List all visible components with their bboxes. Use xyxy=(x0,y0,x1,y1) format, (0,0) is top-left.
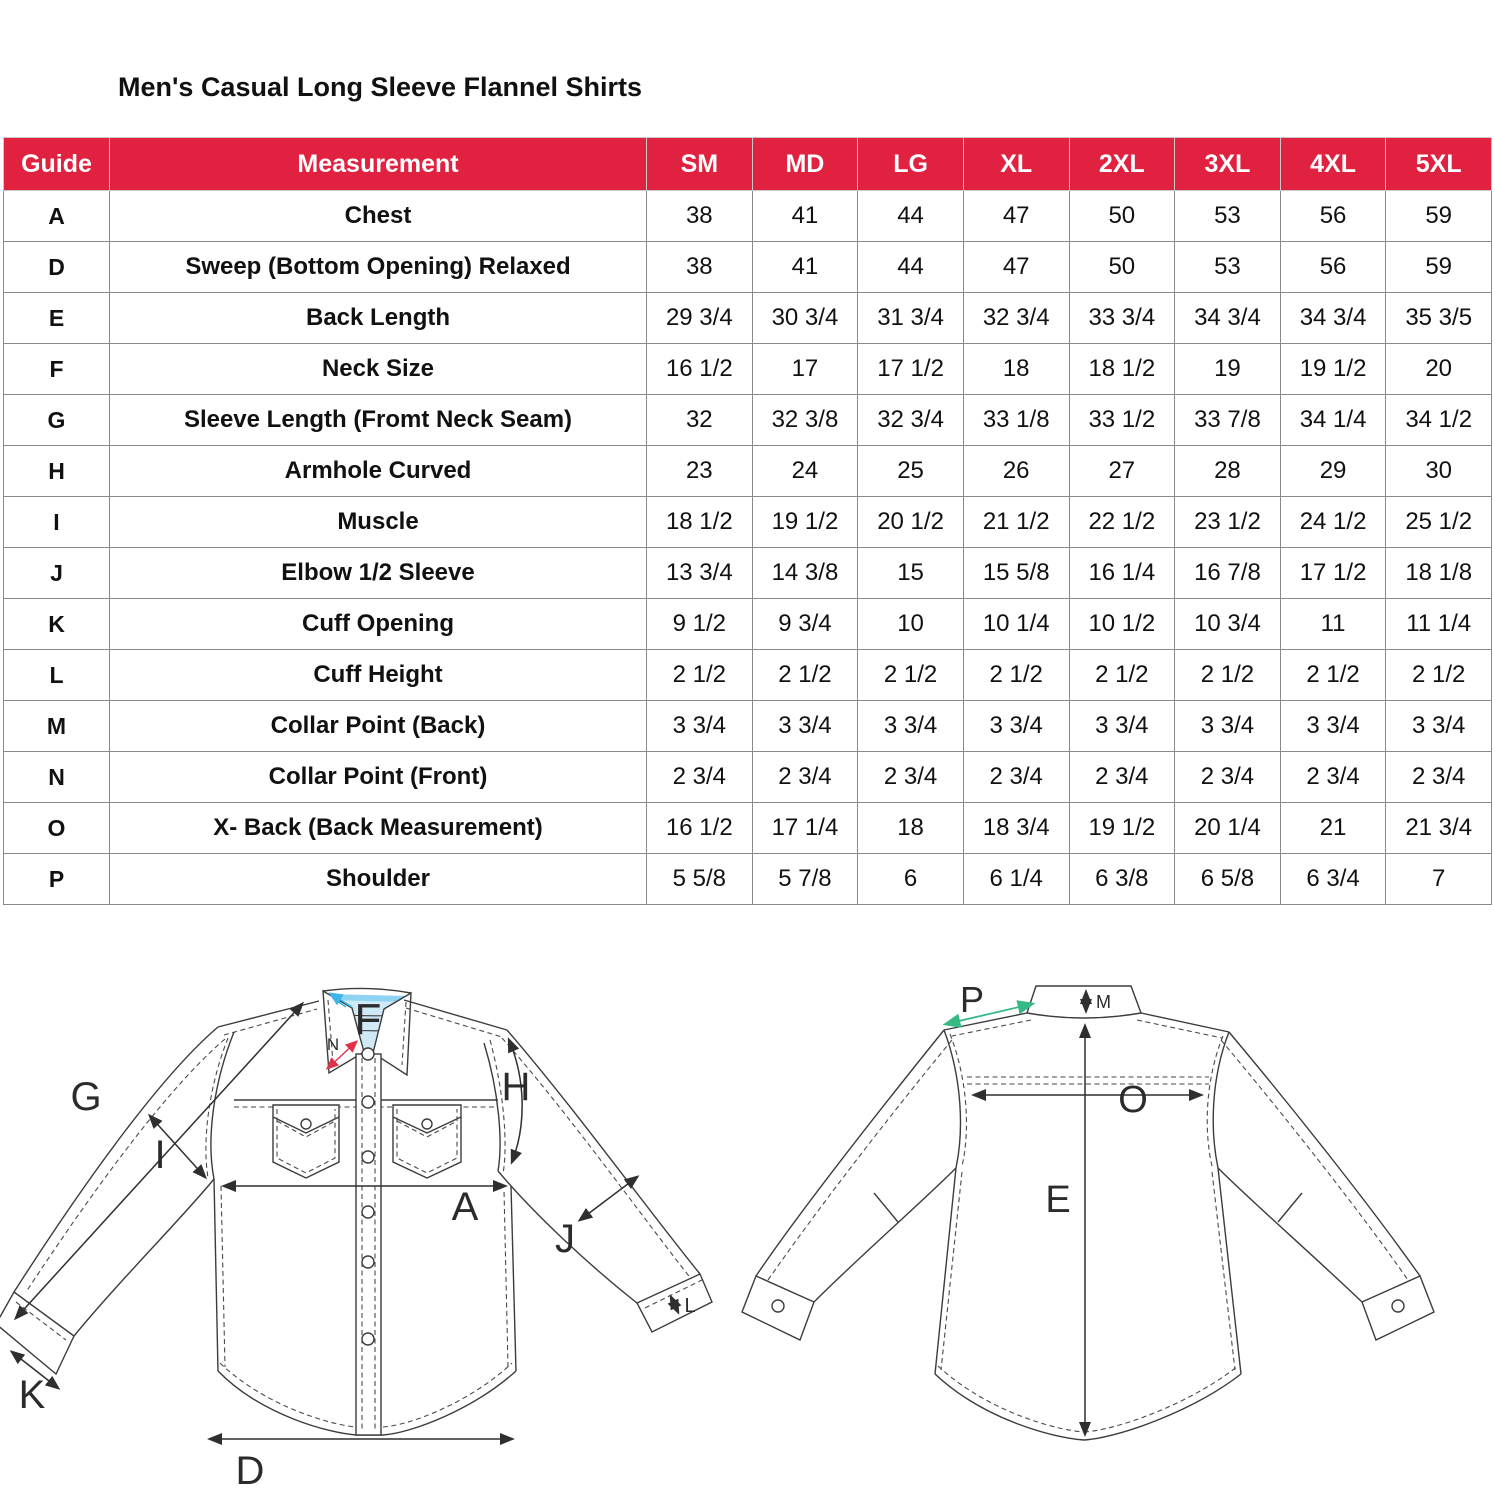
table-row xyxy=(4,191,1492,242)
size-value: 56 xyxy=(1280,191,1386,242)
size-value: 29 xyxy=(1280,446,1386,497)
size-value: 47 xyxy=(963,191,1069,242)
guide-letter: J xyxy=(4,548,110,599)
size-value: 9 3/4 xyxy=(752,599,858,650)
front-shirt-line-art xyxy=(0,988,712,1435)
table-row xyxy=(4,650,1492,701)
size-value: 18 3/4 xyxy=(963,803,1069,854)
size-value: 25 xyxy=(858,446,964,497)
label-L: L xyxy=(684,1295,696,1317)
size-value: 10 3/4 xyxy=(1175,599,1281,650)
size-value: 2 3/4 xyxy=(1280,752,1386,803)
size-value: 19 1/2 xyxy=(1069,803,1175,854)
measurement-name: Sleeve Length (Fromt Neck Seam) xyxy=(110,395,647,446)
size-value: 13 3/4 xyxy=(647,548,753,599)
column-header-4xl: 4XL xyxy=(1280,138,1386,191)
size-value: 18 1/2 xyxy=(1069,344,1175,395)
size-value: 34 1/4 xyxy=(1280,395,1386,446)
size-value: 11 xyxy=(1280,599,1386,650)
size-value: 3 3/4 xyxy=(858,701,964,752)
size-value: 10 1/4 xyxy=(963,599,1069,650)
size-value: 23 xyxy=(647,446,753,497)
size-value: 34 3/4 xyxy=(1175,293,1281,344)
size-value: 3 3/4 xyxy=(1386,701,1492,752)
size-value: 34 3/4 xyxy=(1280,293,1386,344)
size-value: 3 3/4 xyxy=(1069,701,1175,752)
guide-letter: M xyxy=(4,701,110,752)
label-D: D xyxy=(235,1449,265,1493)
guide-letter: I xyxy=(4,497,110,548)
size-value: 30 3/4 xyxy=(752,293,858,344)
left-chest-pocket xyxy=(273,1105,339,1178)
size-value: 3 3/4 xyxy=(647,701,753,752)
table-row xyxy=(4,446,1492,497)
size-value: 30 xyxy=(1386,446,1492,497)
size-value: 23 1/2 xyxy=(1175,497,1281,548)
size-value: 20 xyxy=(1386,344,1492,395)
left-elbow-seam xyxy=(874,1193,898,1222)
size-value: 47 xyxy=(963,242,1069,293)
size-value: 31 3/4 xyxy=(858,293,964,344)
size-value: 14 3/8 xyxy=(752,548,858,599)
size-value: 50 xyxy=(1069,242,1175,293)
label-O: O xyxy=(1118,1079,1148,1121)
table-row xyxy=(4,599,1492,650)
table-row xyxy=(4,701,1492,752)
size-value: 21 1/2 xyxy=(963,497,1069,548)
size-value: 5 5/8 xyxy=(647,854,753,905)
size-value: 3 3/4 xyxy=(1175,701,1281,752)
size-value: 2 3/4 xyxy=(858,752,964,803)
column-header-xl: XL xyxy=(963,138,1069,191)
size-value: 2 3/4 xyxy=(1175,752,1281,803)
measurement-name: Collar Point (Front) xyxy=(110,752,647,803)
label-E: E xyxy=(1045,1179,1071,1221)
size-value: 24 xyxy=(752,446,858,497)
guide-letter: E xyxy=(4,293,110,344)
measurement-name: Back Length xyxy=(110,293,647,344)
size-value: 50 xyxy=(1069,191,1175,242)
label-G: G xyxy=(70,1075,102,1119)
size-value: 9 1/2 xyxy=(647,599,753,650)
size-value: 18 1/2 xyxy=(647,497,753,548)
size-value: 18 xyxy=(858,803,964,854)
measurement-name: Sweep (Bottom Opening) Relaxed xyxy=(110,242,647,293)
size-value: 41 xyxy=(752,242,858,293)
size-value: 59 xyxy=(1386,191,1492,242)
page-title: Men's Casual Long Sleeve Flannel Shirts xyxy=(118,72,643,102)
label-F: F xyxy=(354,995,382,1044)
front-left-cuff xyxy=(0,1292,74,1374)
guide-letter: H xyxy=(4,446,110,497)
label-H: H xyxy=(501,1065,531,1109)
size-value: 38 xyxy=(647,191,753,242)
label-M: M xyxy=(1096,992,1111,1012)
label-J: J xyxy=(555,1217,575,1261)
size-value: 17 1/4 xyxy=(752,803,858,854)
measurement-name: Muscle xyxy=(110,497,647,548)
size-value: 27 xyxy=(1069,446,1175,497)
right-elbow-seam xyxy=(1278,1193,1302,1222)
table-row xyxy=(4,752,1492,803)
size-value: 6 xyxy=(858,854,964,905)
size-value: 35 3/5 xyxy=(1386,293,1492,344)
table-row xyxy=(4,854,1492,905)
right-chest-pocket xyxy=(393,1105,461,1178)
size-value: 38 xyxy=(647,242,753,293)
back-measure-arrows xyxy=(946,992,1201,1434)
size-value: 20 1/2 xyxy=(858,497,964,548)
measurement-name: Cuff Height xyxy=(110,650,647,701)
size-value: 32 3/4 xyxy=(858,395,964,446)
size-value: 15 xyxy=(858,548,964,599)
label-P: P xyxy=(959,979,985,1020)
column-header-sm: SM xyxy=(647,138,753,191)
table-row xyxy=(4,344,1492,395)
size-value: 15 5/8 xyxy=(963,548,1069,599)
size-value: 53 xyxy=(1175,191,1281,242)
size-value: 24 1/2 xyxy=(1280,497,1386,548)
measurement-name: Neck Size xyxy=(110,344,647,395)
table-row xyxy=(4,293,1492,344)
guide-letter: F xyxy=(4,344,110,395)
size-value: 32 3/8 xyxy=(752,395,858,446)
measurement-name: Collar Point (Back) xyxy=(110,701,647,752)
column-header-lg: LG xyxy=(858,138,964,191)
size-value: 2 1/2 xyxy=(858,650,964,701)
size-value: 17 1/2 xyxy=(858,344,964,395)
size-value: 41 xyxy=(752,191,858,242)
size-value: 22 1/2 xyxy=(1069,497,1175,548)
size-value: 16 1/2 xyxy=(647,344,753,395)
size-value: 2 1/2 xyxy=(1069,650,1175,701)
guide-letter: A xyxy=(4,191,110,242)
size-value: 2 1/2 xyxy=(1386,650,1492,701)
table-row xyxy=(4,497,1492,548)
size-value: 2 1/2 xyxy=(752,650,858,701)
measurement-name: Shoulder xyxy=(110,854,647,905)
measurement-name: Cuff Opening xyxy=(110,599,647,650)
size-value: 3 3/4 xyxy=(963,701,1069,752)
button-placket xyxy=(356,1054,381,1435)
size-value: 19 1/2 xyxy=(752,497,858,548)
size-value: 32 xyxy=(647,395,753,446)
elbow-arrow-J xyxy=(580,1177,637,1220)
size-chart-table xyxy=(3,137,1492,905)
size-value: 10 1/2 xyxy=(1069,599,1175,650)
size-value: 44 xyxy=(858,191,964,242)
size-value: 2 3/4 xyxy=(1386,752,1492,803)
column-header-5xl: 5XL xyxy=(1386,138,1492,191)
back-shirt-line-art xyxy=(742,986,1434,1440)
guide-letter: G xyxy=(4,395,110,446)
table-row xyxy=(4,548,1492,599)
shirt-front-diagram xyxy=(0,950,740,1495)
size-value: 3 3/4 xyxy=(752,701,858,752)
guide-letter: K xyxy=(4,599,110,650)
size-value: 33 1/2 xyxy=(1069,395,1175,446)
size-value: 19 xyxy=(1175,344,1281,395)
table-row xyxy=(4,803,1492,854)
size-value: 2 3/4 xyxy=(963,752,1069,803)
table-row xyxy=(4,242,1492,293)
size-value: 2 3/4 xyxy=(1069,752,1175,803)
size-value: 17 1/2 xyxy=(1280,548,1386,599)
size-value: 2 1/2 xyxy=(1175,650,1281,701)
size-value: 59 xyxy=(1386,242,1492,293)
label-N: N xyxy=(326,1035,340,1054)
size-value: 20 1/4 xyxy=(1175,803,1281,854)
size-value: 11 1/4 xyxy=(1386,599,1492,650)
column-header-2xl: 2XL xyxy=(1069,138,1175,191)
back-collar-band xyxy=(1027,986,1141,1018)
size-value: 5 7/8 xyxy=(752,854,858,905)
size-value: 2 3/4 xyxy=(647,752,753,803)
shirt-back-diagram xyxy=(740,950,1495,1495)
size-value: 16 1/2 xyxy=(647,803,753,854)
guide-letter: O xyxy=(4,803,110,854)
size-value: 2 1/2 xyxy=(963,650,1069,701)
measurement-name: Armhole Curved xyxy=(110,446,647,497)
guide-letter: P xyxy=(4,854,110,905)
size-value: 6 3/8 xyxy=(1069,854,1175,905)
guide-letter: D xyxy=(4,242,110,293)
size-value: 26 xyxy=(963,446,1069,497)
size-value: 19 1/2 xyxy=(1280,344,1386,395)
size-value: 2 1/2 xyxy=(1280,650,1386,701)
measurement-name: Chest xyxy=(110,191,647,242)
size-value: 6 1/4 xyxy=(963,854,1069,905)
guide-letter: N xyxy=(4,752,110,803)
size-value: 25 1/2 xyxy=(1386,497,1492,548)
size-value: 17 xyxy=(752,344,858,395)
label-K: K xyxy=(18,1373,46,1417)
size-value: 6 5/8 xyxy=(1175,854,1281,905)
column-header-guide: Guide xyxy=(4,138,110,191)
size-value: 2 1/2 xyxy=(647,650,753,701)
column-header-3xl: 3XL xyxy=(1175,138,1281,191)
size-value: 53 xyxy=(1175,242,1281,293)
size-value: 18 xyxy=(963,344,1069,395)
label-A: A xyxy=(451,1185,479,1229)
size-value: 34 1/2 xyxy=(1386,395,1492,446)
size-value: 16 1/4 xyxy=(1069,548,1175,599)
size-value: 32 3/4 xyxy=(963,293,1069,344)
size-value: 21 xyxy=(1280,803,1386,854)
size-value: 6 3/4 xyxy=(1280,854,1386,905)
table-row xyxy=(4,395,1492,446)
size-value: 33 3/4 xyxy=(1069,293,1175,344)
column-header-measurement: Measurement xyxy=(110,138,647,191)
size-value: 33 1/8 xyxy=(963,395,1069,446)
size-value: 56 xyxy=(1280,242,1386,293)
size-value: 29 3/4 xyxy=(647,293,753,344)
size-value: 10 xyxy=(858,599,964,650)
measurement-name: Elbow 1/2 Sleeve xyxy=(110,548,647,599)
size-value: 16 7/8 xyxy=(1175,548,1281,599)
size-value: 33 7/8 xyxy=(1175,395,1281,446)
label-I: I xyxy=(154,1133,166,1177)
size-value: 28 xyxy=(1175,446,1281,497)
measurement-name: X- Back (Back Measurement) xyxy=(110,803,647,854)
table-header-row xyxy=(4,138,1492,191)
column-header-md: MD xyxy=(752,138,858,191)
size-value: 18 1/8 xyxy=(1386,548,1492,599)
size-value: 3 3/4 xyxy=(1280,701,1386,752)
guide-letter: L xyxy=(4,650,110,701)
size-value: 44 xyxy=(858,242,964,293)
size-value: 21 3/4 xyxy=(1386,803,1492,854)
size-value: 2 3/4 xyxy=(752,752,858,803)
size-value: 7 xyxy=(1386,854,1492,905)
